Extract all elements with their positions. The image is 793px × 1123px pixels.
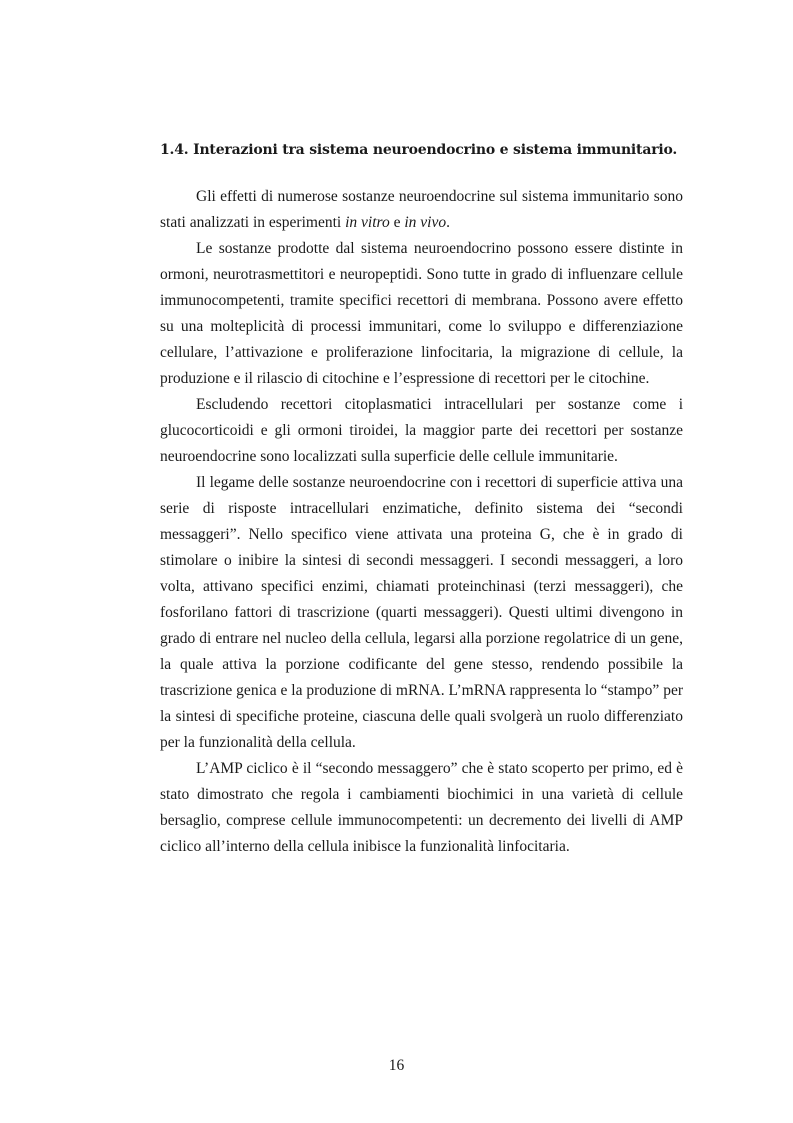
page-number: 16 (388, 1057, 405, 1074)
paragraph-3: Escludendo recettori citoplasmatici intracellulari per sostanze come i glucocorticoidi e gli ormoni tiroidei, la maggior parte dei recettori per sostanze neuroendocrine sono localizzati sulla superficie delle cellule immunitarie. (160, 396, 683, 465)
paragraph-1-italic-in-vitro: in vitro (345, 214, 390, 231)
paragraph-1 (160, 184, 683, 236)
paragraph-2: Le sostanze prodotte dal sistema neuroendocrino possono essere distinte in ormoni, neurotrasmettitori e neuropeptidi. Sono tutte in grado di influenzare cellule immunocompetenti, tramite specifici recettori di membrana. Possono avere effetto su una molteplicità di processi immunitari, come lo sviluppo e differenziazione cellulare, l’attivazione e proliferazione linfocitaria, la migrazione di cellule, la produzione e il rilascio di citochine e l’espressione di recettori per le citochine. (160, 240, 683, 387)
paragraph-1-text-a: Gli effetti di numerose sostanze neuroendocrine sul sistema immunitario sono stati analizzati in esperimenti (160, 188, 683, 231)
paragraph-1-text-c: . (446, 214, 450, 231)
paragraph-5: L’AMP ciclico è il “secondo messaggero” che è stato scoperto per primo, ed è stato dimostrato che regola i cambiamenti biochimici in una varietà di cellule bersaglio, comprese cellule immunocompetenti: un decremento dei livelli di AMP ciclico all’interno della cellula inibisce la funzionalità linfocitaria. (160, 760, 683, 855)
page-content (160, 140, 683, 860)
paragraph-4: Il legame delle sostanze neuroendocrine con i recettori di superficie attiva una serie di risposte intracellulari enzimatiche, definito sistema dei “secondi messaggeri”. Nello specifico viene attivata una proteina G, che è in grado di stimolare o inibire la sintesi di secondi messaggeri. I secondi messaggeri, a loro volta, attivano specifici enzimi, chiamati proteinchinasi (terzi messaggeri), che fosforilano fattori di trascrizione (quarti messaggeri). Questi ultimi divengono in grado di entrare nel nucleo della cellula, legarsi alla porzione regolatrice di un gene, la quale attiva la porzione codificante del gene stesso, rendendo possibile la trascrizione genica e la produzione di mRNA. L’mRNA rappresenta lo “stampo” per la sintesi di specifiche proteine, ciascuna delle quali svolgerà un ruolo differenziato per la funzionalità della cellula. (160, 474, 683, 751)
paragraph-1-italic-in-vivo: in vivo (404, 214, 447, 231)
section-heading: 1.4. Interazioni tra sistema neuroendocrino e sistema immunitario. (160, 142, 678, 158)
paragraph-1-text-b: e (389, 214, 405, 231)
